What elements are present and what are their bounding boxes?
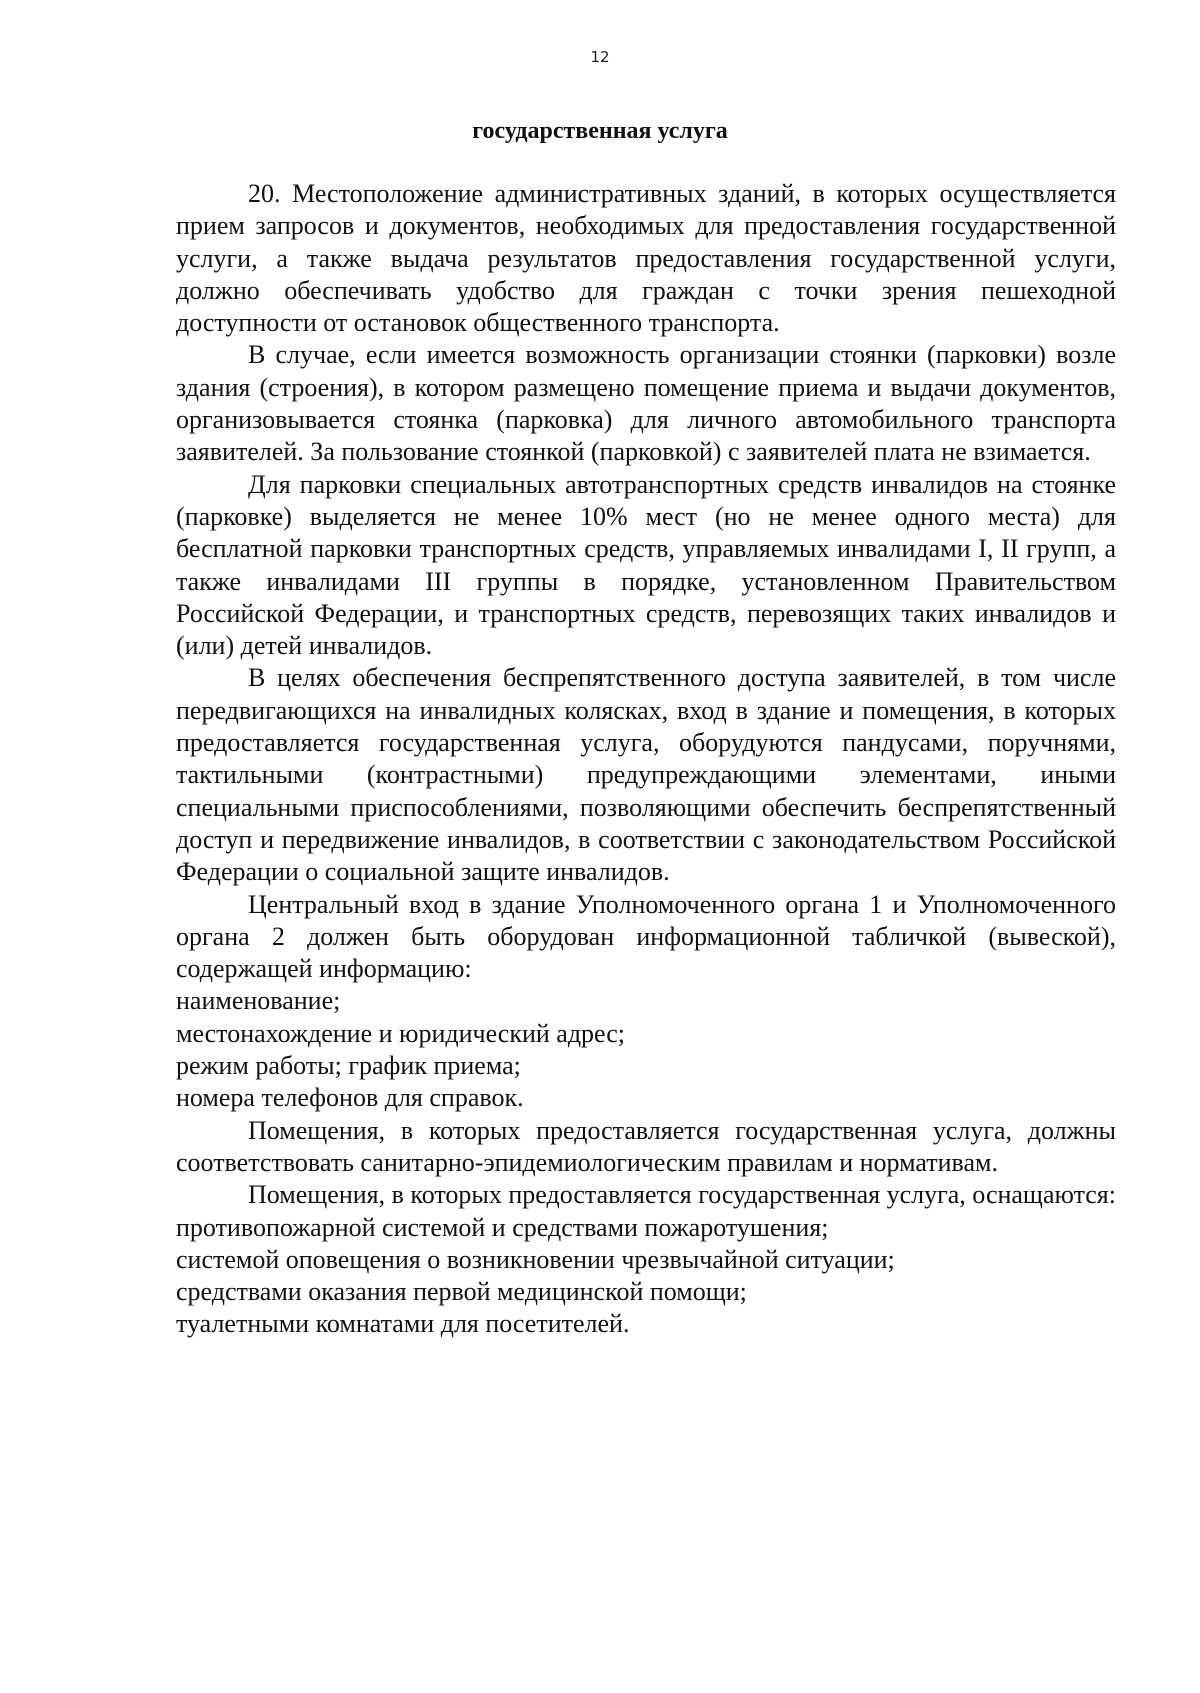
list-item: системой оповещения о возникновении чрезвычайной ситуации;	[176, 1244, 895, 1274]
list-item: местонахождение и юридический адрес;	[176, 1018, 625, 1048]
list-item: номера телефонов для справок.	[176, 1083, 524, 1113]
list-item: режим работы; график приема;	[176, 1051, 521, 1081]
paragraph-20-location: 20. Местоположение административных зданий, в которых осуществляется прием запросов и документов, необходимых для предоставления государственной услуги, а также выдача результатов предоставления государственной услуги, должно обеспечивать удобство для граждан с точки зрения пешеходной доступности от остановок общественного транспорта.	[176, 179, 1116, 338]
paragraph-entrance-sign: Центральный вход в здание Уполномоченного органа 1 и Уполномоченного органа 2 должен быть оборудован информационной табличкой (вывеской), содержащей информацию:	[176, 889, 1116, 984]
page-number: 12	[590, 48, 610, 66]
document-body	[176, 178, 1116, 1341]
paragraph-sanitary: Помещения, в которых предоставляется государственная услуга, должны соответствовать санитарно-эпидемиологическим правилам и нормативам.	[176, 1115, 1116, 1177]
list-item: наименование;	[176, 986, 341, 1016]
paragraph-equipment: Помещения, в которых предоставляется государственная услуга, оснащаются:	[248, 1180, 1116, 1210]
list-item: средствами оказания первой медицинской помощи;	[176, 1277, 747, 1307]
paragraph-disabled-parking: Для парковки специальных автотранспортных средств инвалидов на стоянке (парковке) выделяется не менее 10% мест (но не менее одного места) для бесплатной парковки транспортных средств, управляемых инвалидами I, II групп, а также инвалидами III группы в порядке, установленном Правительством Российской Федерации, и транспортных средств, перевозящих таких инвалидов и (или) детей инвалидов.	[176, 469, 1116, 661]
paragraph-parking: В случае, если имеется возможность организации стоянки (парковки) возле здания (строения), в котором размещено помещение приема и выдачи документов, организовывается стоянка (парковка) для личного автомобильного транспорта заявителей. За пользование стоянкой (парковкой) с заявителей плата не взимается.	[176, 340, 1116, 467]
section-heading: государственная услуга	[472, 118, 728, 144]
paragraph-accessibility: В целях обеспечения беспрепятственного доступа заявителей, в том числе передвигающихся на инвалидных колясках, вход в здание и помещения, в которых предоставляется государственная услуга, оборудуются пандусами, поручнями, тактильными (контрастными) предупреждающими элементами, иными специальными приспособлениями, позволяющими обеспечить беспрепятственный доступ и передвижение инвалидов, в соответствии с законодательством Российской Федерации о социальной защите инвалидов.	[176, 663, 1116, 887]
list-item: туалетными комнатами для посетителей.	[176, 1309, 630, 1339]
list-item: противопожарной системой и средствами пожаротушения;	[176, 1212, 829, 1242]
